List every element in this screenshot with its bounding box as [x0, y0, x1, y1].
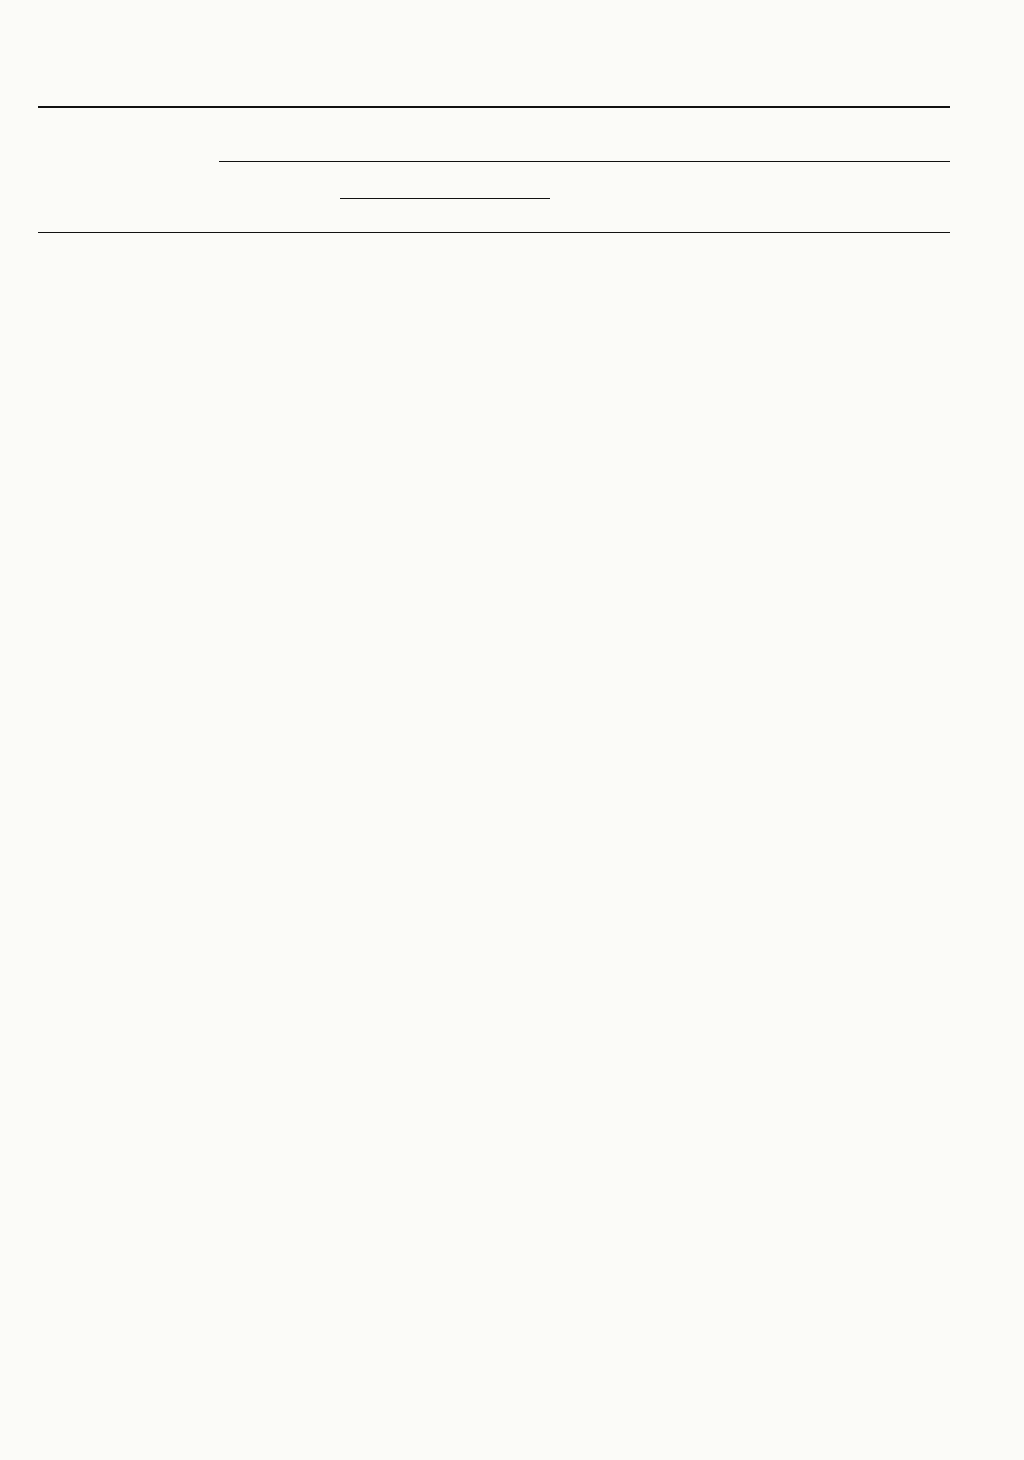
header-bottom-rule [38, 232, 950, 233]
header-sub-rule [340, 198, 550, 199]
header-mid-rule [219, 161, 950, 162]
header-top-rule [38, 106, 950, 108]
